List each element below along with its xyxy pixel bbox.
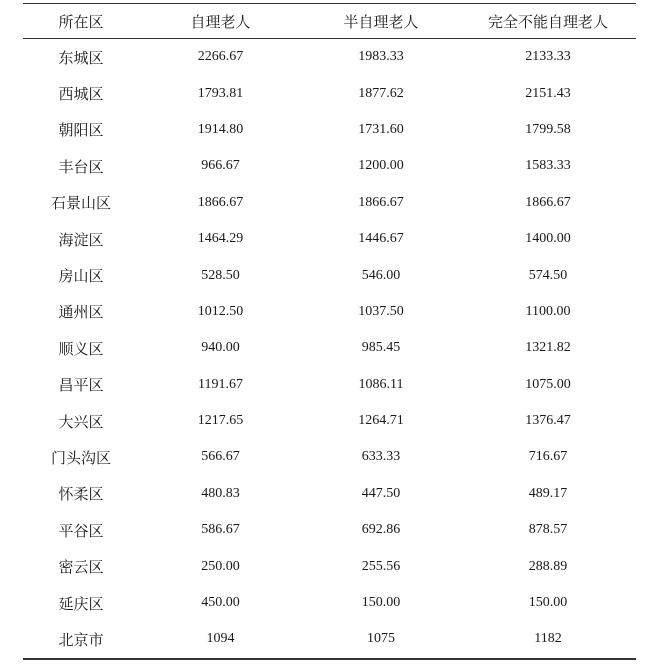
cell-semi-self-care: 1200.00 bbox=[358, 158, 404, 174]
cell-self-care: 1094 bbox=[139, 621, 302, 658]
cell-no-self-care: 878.57 bbox=[528, 522, 568, 538]
header-semi-self-care: 半自理老人 bbox=[302, 4, 460, 39]
cell-self-care: 1914.80 bbox=[197, 121, 244, 137]
cell-semi-self-care: 1264.71 bbox=[358, 413, 404, 429]
table-row bbox=[23, 112, 636, 148]
table-row bbox=[23, 476, 636, 512]
cell-self-care: 1191.67 bbox=[198, 376, 243, 392]
cell-self-care: 566.67 bbox=[201, 449, 240, 465]
cell-district: 怀柔区 bbox=[58, 485, 104, 504]
table-row bbox=[23, 294, 636, 330]
table-row bbox=[23, 621, 636, 658]
table-row bbox=[23, 148, 636, 184]
cell-self-care: 1464.29 bbox=[197, 231, 244, 247]
table-row bbox=[23, 439, 636, 475]
cell-semi-self-care: 1731.60 bbox=[358, 121, 404, 137]
header-no-self-care: 完全不能自理老人 bbox=[460, 4, 636, 39]
table-row bbox=[23, 512, 636, 548]
cell-semi-self-care: 1086.11 bbox=[358, 376, 404, 392]
cell-self-care: 450.00 bbox=[201, 595, 240, 611]
cell-semi-self-care: 1983.33 bbox=[358, 49, 404, 65]
cell-self-care: 480.83 bbox=[201, 485, 240, 501]
cell-semi-self-care: 692.86 bbox=[361, 522, 401, 538]
cell-no-self-care: 1376.47 bbox=[525, 413, 571, 429]
cell-district: 丰台区 bbox=[58, 157, 104, 176]
cell-self-care: 528.50 bbox=[201, 267, 240, 283]
cell-district: 朝阳区 bbox=[58, 121, 104, 140]
cell-semi-self-care: 985.45 bbox=[361, 340, 401, 356]
cell-semi-self-care: 1866.67 bbox=[358, 194, 404, 210]
table-row bbox=[23, 548, 636, 584]
cell-semi-self-care: 633.33 bbox=[361, 449, 401, 465]
cell-district: 东城区 bbox=[58, 48, 104, 67]
cell-district: 房山区 bbox=[58, 267, 104, 286]
cell-district: 平谷区 bbox=[58, 521, 104, 540]
cell-self-care: 250.00 bbox=[201, 558, 240, 574]
data-table bbox=[23, 4, 636, 660]
cell-self-care: 1012.50 bbox=[197, 303, 244, 319]
cell-no-self-care: 1799.58 bbox=[525, 121, 571, 137]
table-row bbox=[23, 75, 636, 111]
cell-self-care: 1793.81 bbox=[197, 85, 244, 101]
cell-no-self-care: 288.89 bbox=[528, 558, 568, 574]
cell-self-care: 2266.67 bbox=[197, 49, 244, 65]
table-row bbox=[23, 330, 636, 366]
cell-no-self-care: 1075.00 bbox=[525, 376, 571, 392]
cell-no-self-care: 150.00 bbox=[528, 595, 568, 611]
table-row bbox=[23, 185, 636, 221]
cell-district: 密云区 bbox=[58, 558, 104, 577]
cell-semi-self-care: 1446.67 bbox=[358, 231, 404, 247]
cell-district: 西城区 bbox=[58, 85, 104, 104]
cell-no-self-care: 489.17 bbox=[528, 485, 568, 501]
cell-district: 昌平区 bbox=[58, 376, 104, 395]
cell-no-self-care: 574.50 bbox=[528, 267, 568, 283]
table-row bbox=[23, 367, 636, 403]
cell-self-care: 1217.65 bbox=[197, 413, 244, 429]
cell-semi-self-care: 150.00 bbox=[361, 595, 401, 611]
cell-self-care: 586.67 bbox=[201, 522, 240, 538]
cell-semi-self-care: 447.50 bbox=[361, 485, 401, 501]
table-row bbox=[23, 221, 636, 257]
table-row bbox=[23, 403, 636, 439]
table-row bbox=[23, 585, 636, 621]
cell-district: 大兴区 bbox=[58, 412, 104, 431]
header-district: 所在区 bbox=[23, 4, 139, 39]
table-body bbox=[23, 39, 636, 659]
cell-district: 门头沟区 bbox=[50, 448, 111, 467]
cell-no-self-care: 1583.33 bbox=[525, 158, 571, 174]
cell-semi-self-care: 1877.62 bbox=[358, 85, 404, 101]
cell-no-self-care: 1321.82 bbox=[525, 340, 571, 356]
header-self-care: 自理老人 bbox=[139, 4, 302, 39]
cell-district: 北京市 bbox=[23, 621, 139, 658]
cell-no-self-care: 1400.00 bbox=[525, 231, 571, 247]
cell-no-self-care: 2151.43 bbox=[525, 85, 571, 101]
cell-semi-self-care: 1037.50 bbox=[358, 303, 404, 319]
cell-semi-self-care: 255.56 bbox=[361, 558, 401, 574]
cell-district: 石景山区 bbox=[50, 194, 111, 213]
cell-district: 顺义区 bbox=[58, 339, 104, 358]
table-row bbox=[23, 257, 636, 293]
cell-self-care: 940.00 bbox=[201, 340, 240, 356]
cell-no-self-care: 1182 bbox=[460, 621, 636, 658]
table-header-row bbox=[23, 4, 636, 39]
cell-no-self-care: 716.67 bbox=[528, 449, 568, 465]
cell-no-self-care: 1866.67 bbox=[525, 194, 571, 210]
cell-district: 海淀区 bbox=[58, 230, 104, 249]
cell-self-care: 1866.67 bbox=[197, 194, 244, 210]
table-row bbox=[23, 39, 636, 76]
cell-district: 延庆区 bbox=[58, 594, 104, 613]
cell-district: 通州区 bbox=[58, 303, 104, 322]
cell-no-self-care: 2133.33 bbox=[525, 49, 571, 65]
cell-self-care: 966.67 bbox=[201, 158, 240, 174]
cell-semi-self-care: 1075 bbox=[302, 621, 460, 658]
cell-semi-self-care: 546.00 bbox=[361, 267, 401, 283]
cell-no-self-care: 1100.00 bbox=[525, 303, 571, 319]
